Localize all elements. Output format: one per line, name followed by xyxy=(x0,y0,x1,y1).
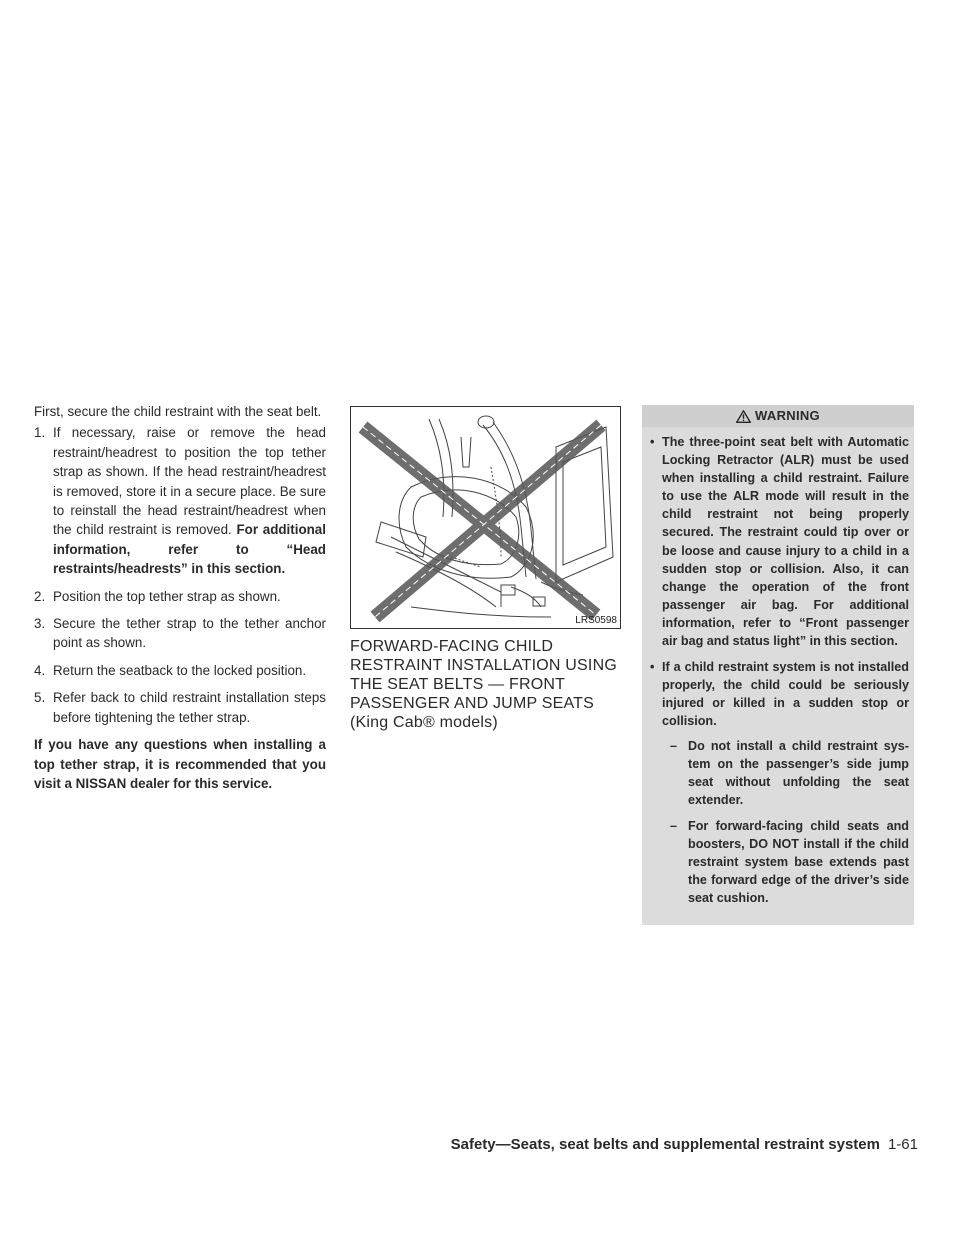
warning-title: WARNING xyxy=(755,408,820,424)
step-number: 5. xyxy=(34,690,46,706)
warning-subitem-text: Do not install a child restraint system on the passenger’s side jump seat without unfolding the seat extender. xyxy=(688,738,909,807)
steps-list xyxy=(34,423,326,727)
step-item xyxy=(34,661,326,680)
warning-box xyxy=(642,405,914,925)
dealer-note: If you have any questions when installing a top tether strap, it is recommended that you visit a NISSAN dealer for this service. xyxy=(34,737,326,791)
figure-id-label: LRS0598 xyxy=(575,615,617,626)
warning-item-text: If a child restraint system is not installed properly, the child could be seriously injured or killed in a sudden stop or collision. xyxy=(662,660,909,729)
step-item xyxy=(34,688,326,727)
step-text: Position the top tether strap as shown. xyxy=(53,588,281,604)
warning-subitem xyxy=(662,737,909,809)
warning-list xyxy=(642,427,914,907)
page-footer xyxy=(451,1136,918,1153)
bullet: • xyxy=(650,660,655,675)
step-item xyxy=(34,423,326,578)
step-text: Return the seatback to the locked position. xyxy=(53,662,307,678)
warning-triangle-icon xyxy=(736,410,751,423)
warning-subitem xyxy=(662,817,909,907)
warning-item xyxy=(648,658,909,907)
step-item xyxy=(34,614,326,653)
right-column xyxy=(642,405,914,925)
step-number: 1. xyxy=(34,425,46,441)
section-heading: FORWARD-FACING CHILD RESTRAINT INSTALLATION USING THE SEAT BELTS — FRONT PASSENGER AND JUMP SEATS (King Cab® models) xyxy=(350,638,617,731)
step-text: If necessary, raise or remove the head restraint/headrest to position the top tether strap as shown. If the head restraint/headrest is removed, store it in a secure place. Be sure to reinstall the head restraint/headrest when the child restraint is removed. xyxy=(53,425,326,538)
warning-header xyxy=(642,405,914,427)
warning-sublist xyxy=(662,737,909,908)
footer-section-title: Safety—Seats, seat belts and supplemental restraint system xyxy=(450,1136,880,1153)
step-number: 3. xyxy=(34,616,46,632)
warning-item xyxy=(648,433,909,650)
bullet: • xyxy=(650,435,655,449)
warning-item-text: The three-point seat belt with Automatic Locking Retractor (ALR) must be used when installing a child restraint. Failure to use the ALR mode will result in the child restraint not being properly secured. The restraint could tip over or be loose and cause injury to a child in a sudden stop or collision. Also, it can change the operation of the front passenger air bag. For additional information, refer to “Front passenger air bag and status light” in this section. xyxy=(662,435,909,649)
dash: – xyxy=(670,818,678,833)
step-bold-reference: For additional information, refer to “Head restraints/headrests” in this section. xyxy=(53,522,326,577)
child-seat-illustration xyxy=(351,407,620,628)
step-item xyxy=(34,587,326,606)
intro-paragraph: First, secure the child restraint with the seat belt. xyxy=(34,404,322,419)
step-text: Refer back to child restraint installation steps before tightening the tether strap. xyxy=(53,690,326,725)
page-number: 1-61 xyxy=(887,1136,918,1153)
middle-column xyxy=(350,406,621,732)
dash: – xyxy=(670,738,678,753)
left-column xyxy=(34,402,326,793)
step-number: 4. xyxy=(34,662,46,678)
step-text: Secure the tether strap to the tether anchor point as shown. xyxy=(53,616,326,651)
warning-subitem-text: For forward-facing child seats and boosters, DO NOT install if the child restraint system base extends past the forward edge of the driver’s side seat cushion. xyxy=(688,818,909,906)
step-number: 2. xyxy=(34,588,46,604)
figure-illustration xyxy=(350,406,621,629)
